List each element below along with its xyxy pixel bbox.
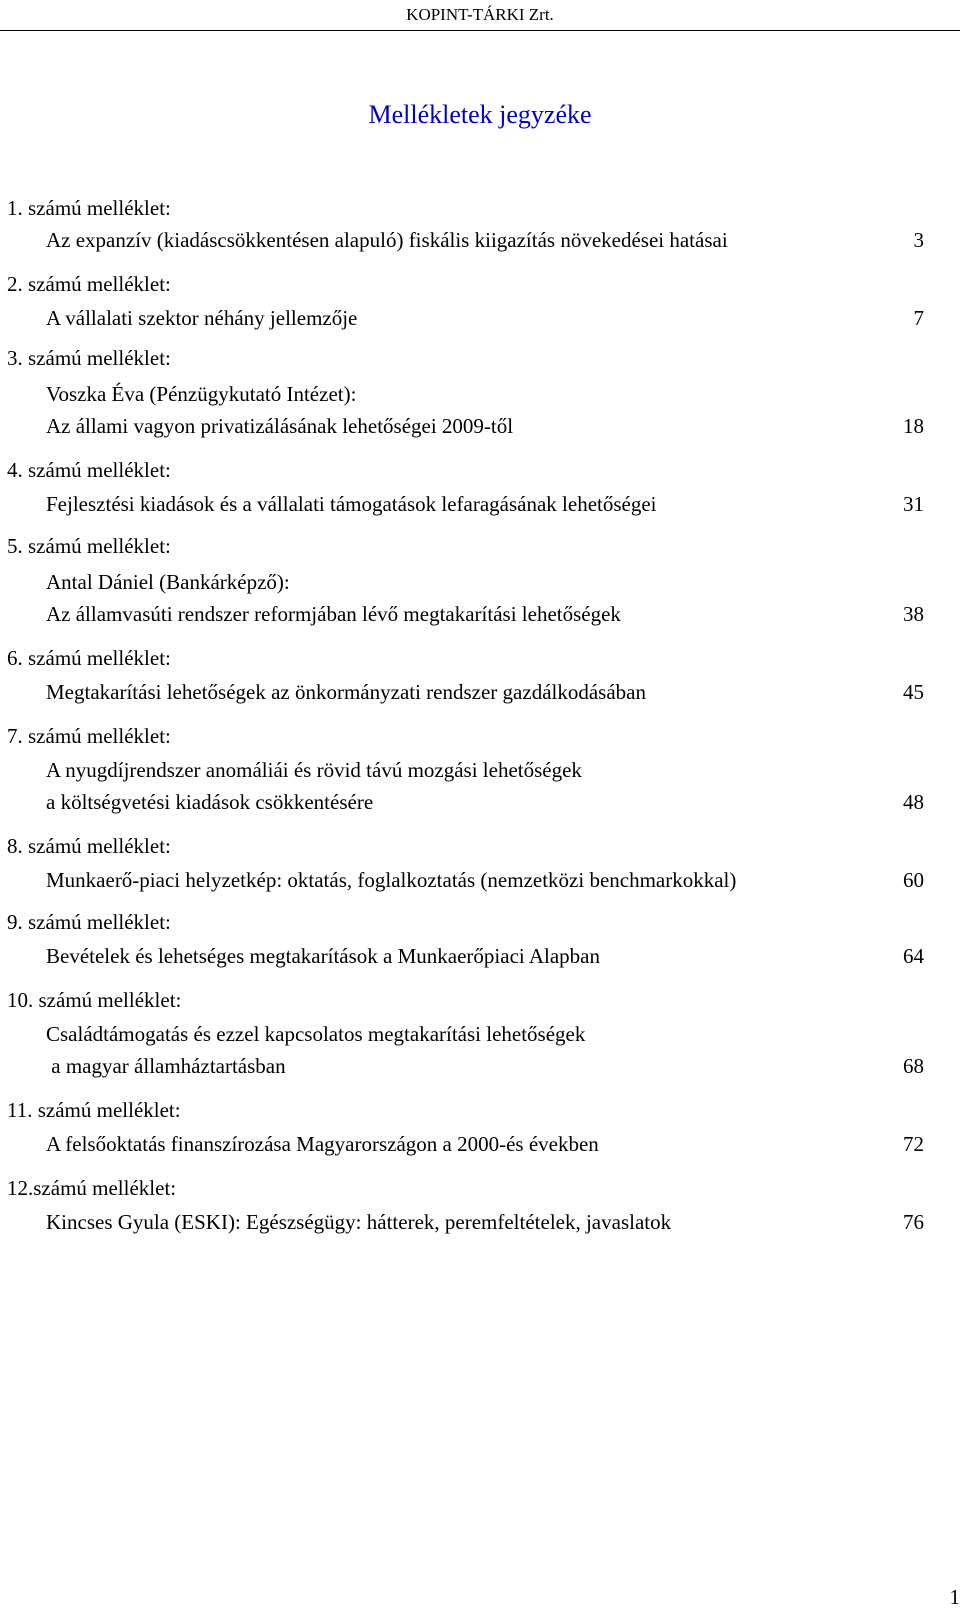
annex-12-page: 76 [903, 1210, 924, 1234]
header-rule [0, 30, 960, 31]
annex-2-title: A vállalati szektor néhány jellemzője [46, 306, 358, 330]
annex-5-page: 38 [903, 602, 924, 626]
annex-11-label: 11. számú melléklet: [7, 1098, 181, 1122]
annex-12-label: 12.számú melléklet: [7, 1176, 177, 1200]
annex-1-label: 1. számú melléklet: [7, 196, 171, 220]
annex-6-title: Megtakarítási lehetőségek az önkormányzati rendszer gazdálkodásában [46, 680, 646, 704]
annex-8-title: Munkaerő-piaci helyzetkép: oktatás, foglalkoztatás (nemzetközi benchmarkokkal) [46, 868, 737, 892]
annex-5-label: 5. számú melléklet: [7, 534, 171, 558]
annex-6-label: 6. számú melléklet: [7, 646, 171, 670]
annex-4-page: 31 [903, 492, 924, 516]
annex-9-title: Bevételek és lehetséges megtakarítások a Munkaerőpiaci Alapban [46, 944, 600, 968]
running-header: KOPINT-TÁRKI Zrt. [406, 5, 554, 24]
annex-9-page: 64 [903, 944, 924, 968]
annex-5-title: Az államvasúti rendszer reformjában lévő megtakarítási lehetőségek [46, 602, 621, 626]
annex-3-page: 18 [903, 414, 924, 438]
annex-3-title: Az állami vagyon privatizálásának lehetőségei 2009-től [46, 414, 514, 438]
annex-10-label: 10. számú melléklet: [7, 988, 182, 1012]
annex-3-label: 3. számú melléklet: [7, 346, 171, 370]
annex-3-author: Voszka Éva (Pénzügykutató Intézet): [46, 382, 357, 406]
annex-1-title: Az expanzív (kiadáscsökkentésen alapuló) fiskális kiigazítás növekedései hatásai [46, 228, 728, 252]
annex-8-label: 8. számú melléklet: [7, 834, 171, 858]
annex-9-label: 9. számú melléklet: [7, 910, 171, 934]
annex-4-label: 4. számú melléklet: [7, 458, 171, 482]
annex-7-title-line-1: A nyugdíjrendszer anomáliái és rövid távú mozgási lehetőségek [46, 758, 582, 782]
annex-11-title: A felsőoktatás finanszírozása Magyarországon a 2000-és években [46, 1132, 599, 1156]
page-number: 1 [949, 1585, 960, 1609]
annex-4-title: Fejlesztési kiadások és a vállalati támogatások lefaragásának lehetőségei [46, 492, 657, 516]
annex-7-page: 48 [903, 790, 924, 814]
annex-6-page: 45 [903, 680, 924, 704]
annex-10-title-line-1: Családtámogatás és ezzel kapcsolatos megtakarítási lehetőségek [46, 1022, 586, 1046]
annex-2-label: 2. számú melléklet: [7, 272, 171, 296]
annex-11-page: 72 [903, 1132, 924, 1156]
annex-5-author: Antal Dániel (Bankárképző): [46, 570, 290, 594]
page-title: Mellékletek jegyzéke [368, 100, 592, 129]
annex-10-title-line-2: a magyar államháztartásban [46, 1054, 286, 1078]
annex-12-title: Kincses Gyula (ESKI): Egészségügy: hátterek, peremfeltételek, javaslatok [46, 1210, 672, 1234]
annex-7-label: 7. számú melléklet: [7, 724, 171, 748]
annex-2-page: 7 [913, 306, 924, 330]
annex-10-page: 68 [903, 1054, 924, 1078]
annex-7-title-line-2: a költségvetési kiadások csökkentésére [46, 790, 374, 814]
annex-8-page: 60 [903, 868, 924, 892]
annex-1-page: 3 [913, 228, 924, 252]
